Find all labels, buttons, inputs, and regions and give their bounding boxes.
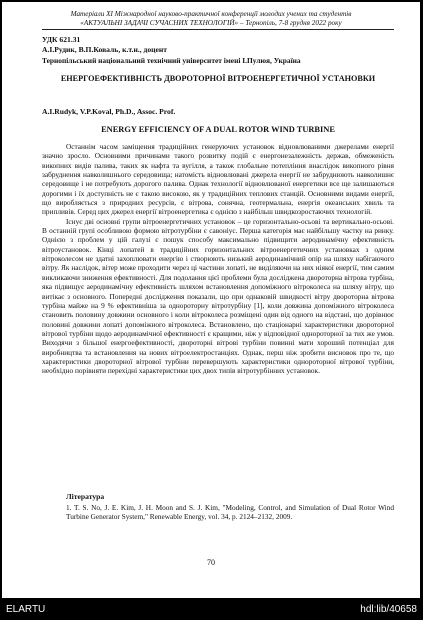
title-english: ENERGY EFFICIENCY OF A DUAL ROTOR WIND TURBINE <box>101 125 335 134</box>
header-line-1: Матеріали XI Міжнародної науково-практичної конференції молодих учених та студентів <box>70 10 352 18</box>
affiliation: Тернопільський національний технічний університет імені І.Пулюя, Україна <box>42 56 301 65</box>
references-heading: Література <box>66 492 105 501</box>
reference-item: 1. T. S. No, J. E. Kim, J. H. Moon and S. J. Kim, "Modeling, Control, and Simulation of Dual Rotor Wind Turbine Generator System," Renewable Energy, vol. 34, p. 2124–2132, 2009. <box>66 503 394 522</box>
header-divider <box>42 29 394 30</box>
handle-id: hdl:lib/40658 <box>360 604 417 615</box>
paragraph: Останнім часом заміщення традиційних генеруючих установок відновлюваними джерелами енергії значно зросло. Основними причинами такого розвитку подій є енергонезалежність держав, обмеженість викопних видів палива, таких як нафта та вугілля, а також глобальне потепління внаслідок викопного рівня забруднення навколишнього середовища; натомість відновлювані джерела енергії не забруднюють навколишнє середовище і не потребують дорогого палива. Однак технології відновлюваної енергетики все ще залишаються дорогими і їх доступність не є такою високою, як у традиційних теплових станцій. Основними видами енергії, що виробляється з природних ресурсів, є вітрова, сонячна, геотермальна, енергія океанських хвиль та припливів. Серед цих джерел енергії вітроенергетика є однією з найбільш швидкозростаючих технологій. <box>42 142 394 217</box>
udk-code: УДК 621.31 <box>42 35 81 44</box>
repository-label: ELARTU <box>6 604 46 615</box>
document-page <box>2 2 420 598</box>
authors-ukrainian: А.І.Рудик, В.П.Коваль, к.т.н., доцент <box>42 45 168 54</box>
authors-english: A.I.Rudyk, V.P.Koval, Ph.D., Assoc. Prof. <box>42 107 176 116</box>
title-ukrainian: ЕНЕРГОЕФЕКТИВНІСТЬ ДВОРОТОРНОЇ ВІТРОЕНЕРГЕТИЧНОЇ УСТАНОВКИ <box>60 74 376 83</box>
page-number: 70 <box>207 558 215 567</box>
header-line-2: «АКТУАЛЬНІ ЗАДАЧІ СУЧАСНИХ ТЕХНОЛОГІЙ» – Тернопіль, 7-8 грудня 2022 року <box>80 19 342 27</box>
paragraph: Існує дві основні групи вітроенергетичних установок – це горизонтально-осьові та вертикально-осьові. В останній групі особливою формою вітротурбіни є савоніус. Перша категорія має найбільшу частку на ринку. Однією з проблем у цій галузі є пошук способу максимально підвищити аеродинамічну ефективність вітроустановок. Кінці лопатей в традиційних горизонтальних вітроенергетичних установках з одним вітроколесом не здатні захоплювати енергію і створюють низький аеродинамічний опір на шляху набігаючого вітру. Як наслідок, вітер може проходити через ці частини лопаті, не виділяючи на них ніякої енергії, тим самим викликаючи зниження ефективності. Для подолання цієї проблеми була досліджена двороторна вітрова турбіна, яка підвищує аеродинамічну ефективність шляхом встановлення допоміжного вітроколеса на шляху вітру, що витікає з основного. Попередні дослідження показали, що при однаковій швидкості вітру двороторна вітрова турбіна майже на 9 % ефективніша за однороторну вітротурбіну [1], коли довжина допоміжного вітроколеса становить половину довжини основного і коли вітроколеса розміщені один від одного на відстані, що дорівнює половині довжини лопаті допоміжного вітроколеса. Встановлено, що стаціонарні характеристики двороторної вітрової турбіни щодо аеродинамічної ефективності є кращими, ніж у відповідної однороторної за тих же умов. Виходячи з більшої енергоефективності, двороторні вітрові турбіни повинні мати хороший потенціал для виробництва та встановлення на нових вітроелектростанціях. Однак, перш ніж зробити висновок про те, що характеристики двороторної вітрової турбіни перевершують характеристики однороторної вітрової турбіни, необхідно порівняти перехідні характеристики цих двох типів вітротурбінних установок. <box>42 216 394 376</box>
body-text <box>42 142 394 376</box>
conference-header <box>16 10 406 28</box>
